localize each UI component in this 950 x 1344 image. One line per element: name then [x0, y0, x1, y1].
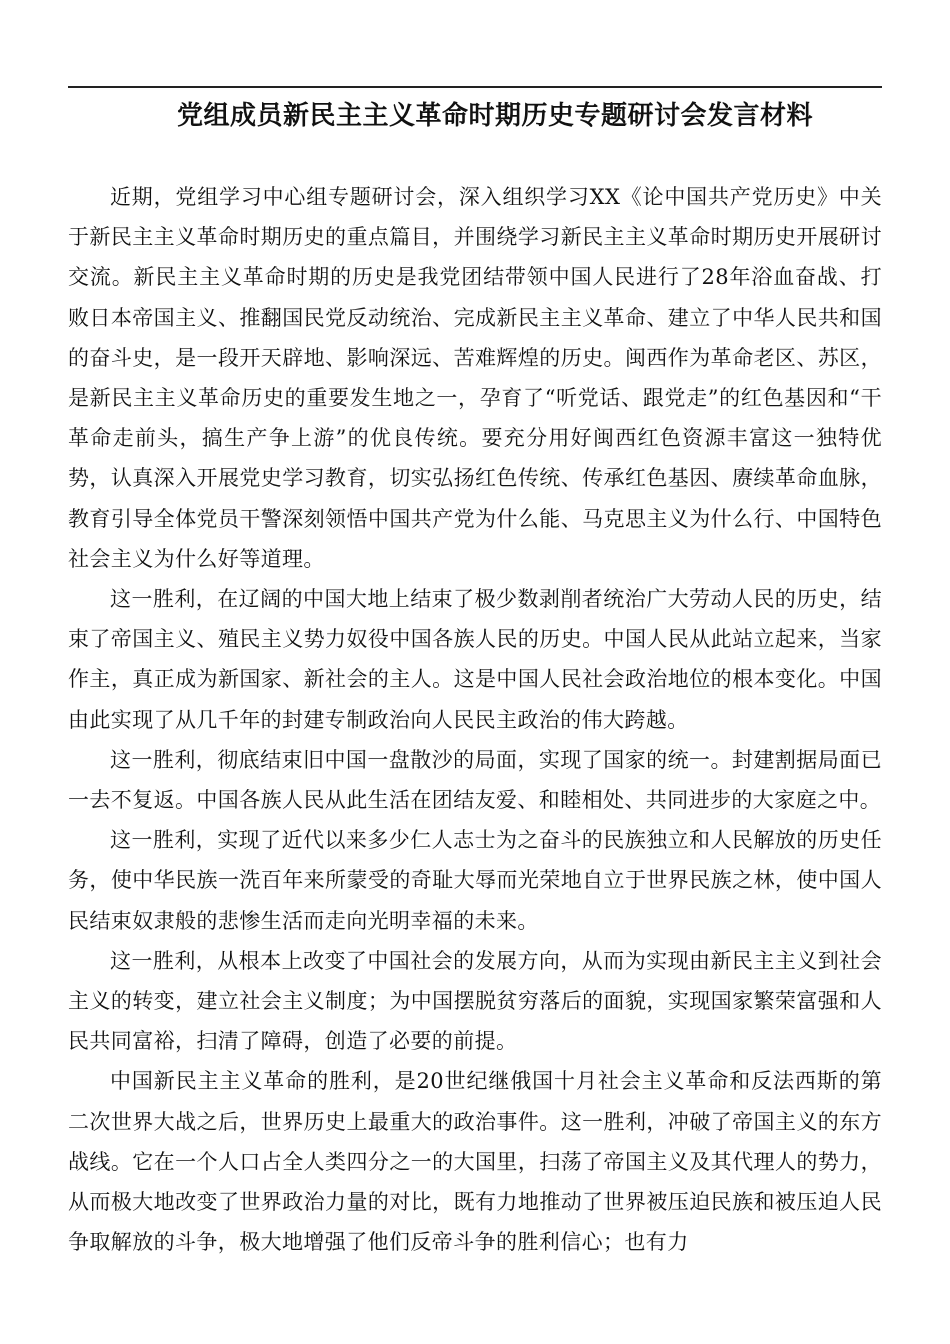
body-paragraph: 这一胜利，彻底结束旧中国一盘散沙的局面，实现了国家的统一。封建割据局面已一去不复返。中国各族人民从此生活在团结友爱、和睦相处、共同进步的大家庭之中。 [68, 747, 882, 813]
body-paragraph: 近期，党组学习中心组专题研讨会，深入组织学习XX《论中国共产党历史》中关于新民主主义革命时期历史的重点篇目，并围绕学习新民主主义革命时期历史开展研讨交流。新民主主义革命时期的历史是我党团结带领中国人民进行了28年浴血奋战、打败日本帝国主义、推翻国民党反动统治、完成新民主主义革命、建立了中华人民共和国的奋斗史，是一段开天辟地、影响深远、苦难辉煌的历史。闽西作为革命老区、苏区，是新民主主义革命历史的重要发生地之一，孕育了“听党话、跟党走”的红色基因和“干革命走前头，搞生产争上游”的优良传统。要充分用好闽西红色资源丰富这一独特优势，认真深入开展党史学习教育，切实弘扬红色传统、传承红色基因、赓续革命血脉，教育引导全体党员干警深刻领悟中国共产党为什么能、马克思主义为什么行、中国特色社会主义为什么好等道理。 [68, 185, 882, 571]
body-paragraph: 中国新民主主义革命的胜利，是20世纪继俄国十月社会主义革命和反法西斯的第二次世界大战之后，世界历史上最重大的政治事件。这一胜利，冲破了帝国主义的东方战线。它在一个人口占全人类四分之一的大国里，扫荡了帝国主义及其代理人的势力，从而极大地改变了世界政治力量的对比，既有力地推动了世界被压迫民族和被压迫人民争取解放的斗争，极大地增强了他们反帝斗争的胜利信心；也有力 [68, 1069, 882, 1255]
header-rule [68, 86, 882, 88]
body-paragraph: 这一胜利，实现了近代以来多少仁人志士为之奋斗的民族独立和人民解放的历史任务，使中华民族一洗百年来所蒙受的奇耻大辱而光荣地自立于世界民族之林，使中国人民结束奴隶般的悲惨生活而走向光明幸福的未来。 [68, 828, 882, 933]
document-body [68, 177, 882, 1262]
body-paragraph: 这一胜利，从根本上改变了中国社会的发展方向，从而为实现由新民主主义到社会主义的转变，建立社会主义制度；为中国摆脱贫穷落后的面貌，实现国家繁荣富强和人民共同富裕，扫清了障碍，创造了必要的前提。 [68, 948, 882, 1054]
document-title: 党组成员新民主主义革命时期历史专题研讨会发言材料 [176, 101, 813, 131]
body-paragraph: 这一胜利，在辽阔的中国大地上结束了极少数剥削者统治广大劳动人民的历史，结束了帝国主义、殖民主义势力奴役中国各族人民的历史。中国人民从此站立起来，当家作主，真正成为新国家、新社会的主人。这是中国人民社会政治地位的根本变化。中国由此实现了从几千年的封建专制政治向人民民主政治的伟大跨越。 [68, 587, 882, 732]
